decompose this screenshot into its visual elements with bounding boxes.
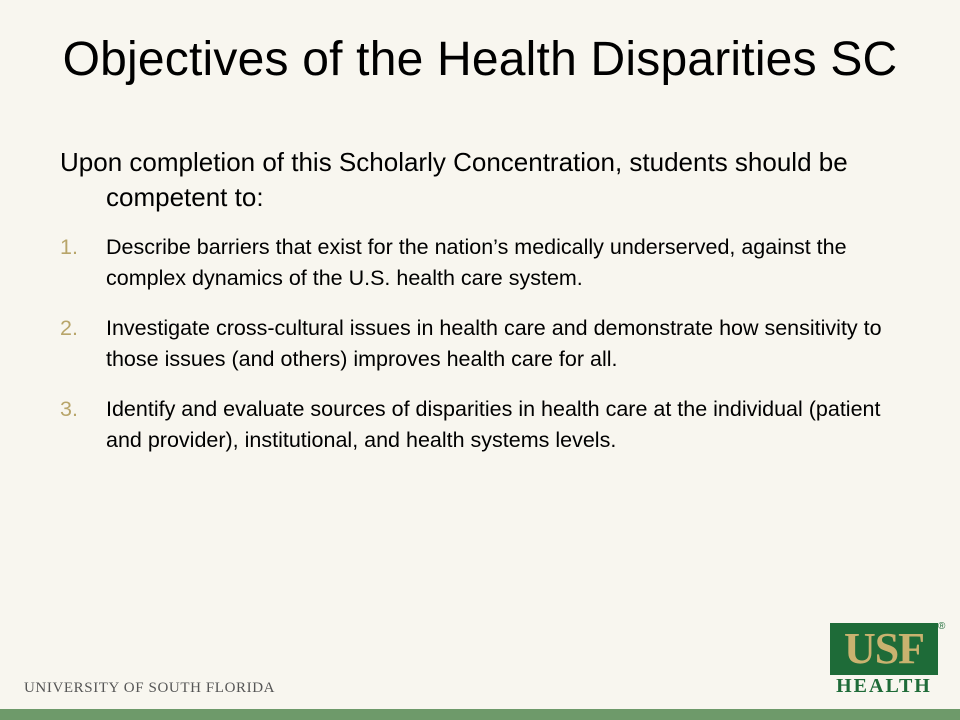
- objective-number: 2.: [60, 316, 78, 340]
- objective-item: [60, 394, 920, 456]
- objectives-list: [60, 232, 920, 475]
- footer-bar: [0, 709, 960, 720]
- intro-text: Upon completion of this Scholarly Concentration, students should be competent to:: [60, 147, 848, 212]
- objective-text: Describe barriers that exist for the nation’s medically underserved, against the complex dynamics of the U.S. health care system.: [106, 235, 847, 290]
- objective-item: [60, 232, 920, 294]
- registered-mark: ®: [938, 621, 946, 632]
- health-wordmark: HEALTH: [836, 675, 932, 697]
- objective-number: 3.: [60, 397, 78, 421]
- objective-text: Identify and evaluate sources of disparities in health care at the individual (patient and provider), institutional, and health systems levels.: [106, 397, 881, 452]
- objective-text: Investigate cross-cultural issues in health care and demonstrate how sensitivity to those issues (and others) improves health care for all.: [106, 316, 882, 371]
- objective-number: 1.: [60, 235, 78, 259]
- objective-item: [60, 313, 920, 375]
- usf-health-logo: [830, 621, 946, 697]
- university-name: UNIVERSITY OF SOUTH FLORIDA: [24, 680, 276, 696]
- usf-logo-mark: USF: [830, 623, 938, 675]
- slide-title: Objectives of the Health Disparities SC: [62, 33, 898, 86]
